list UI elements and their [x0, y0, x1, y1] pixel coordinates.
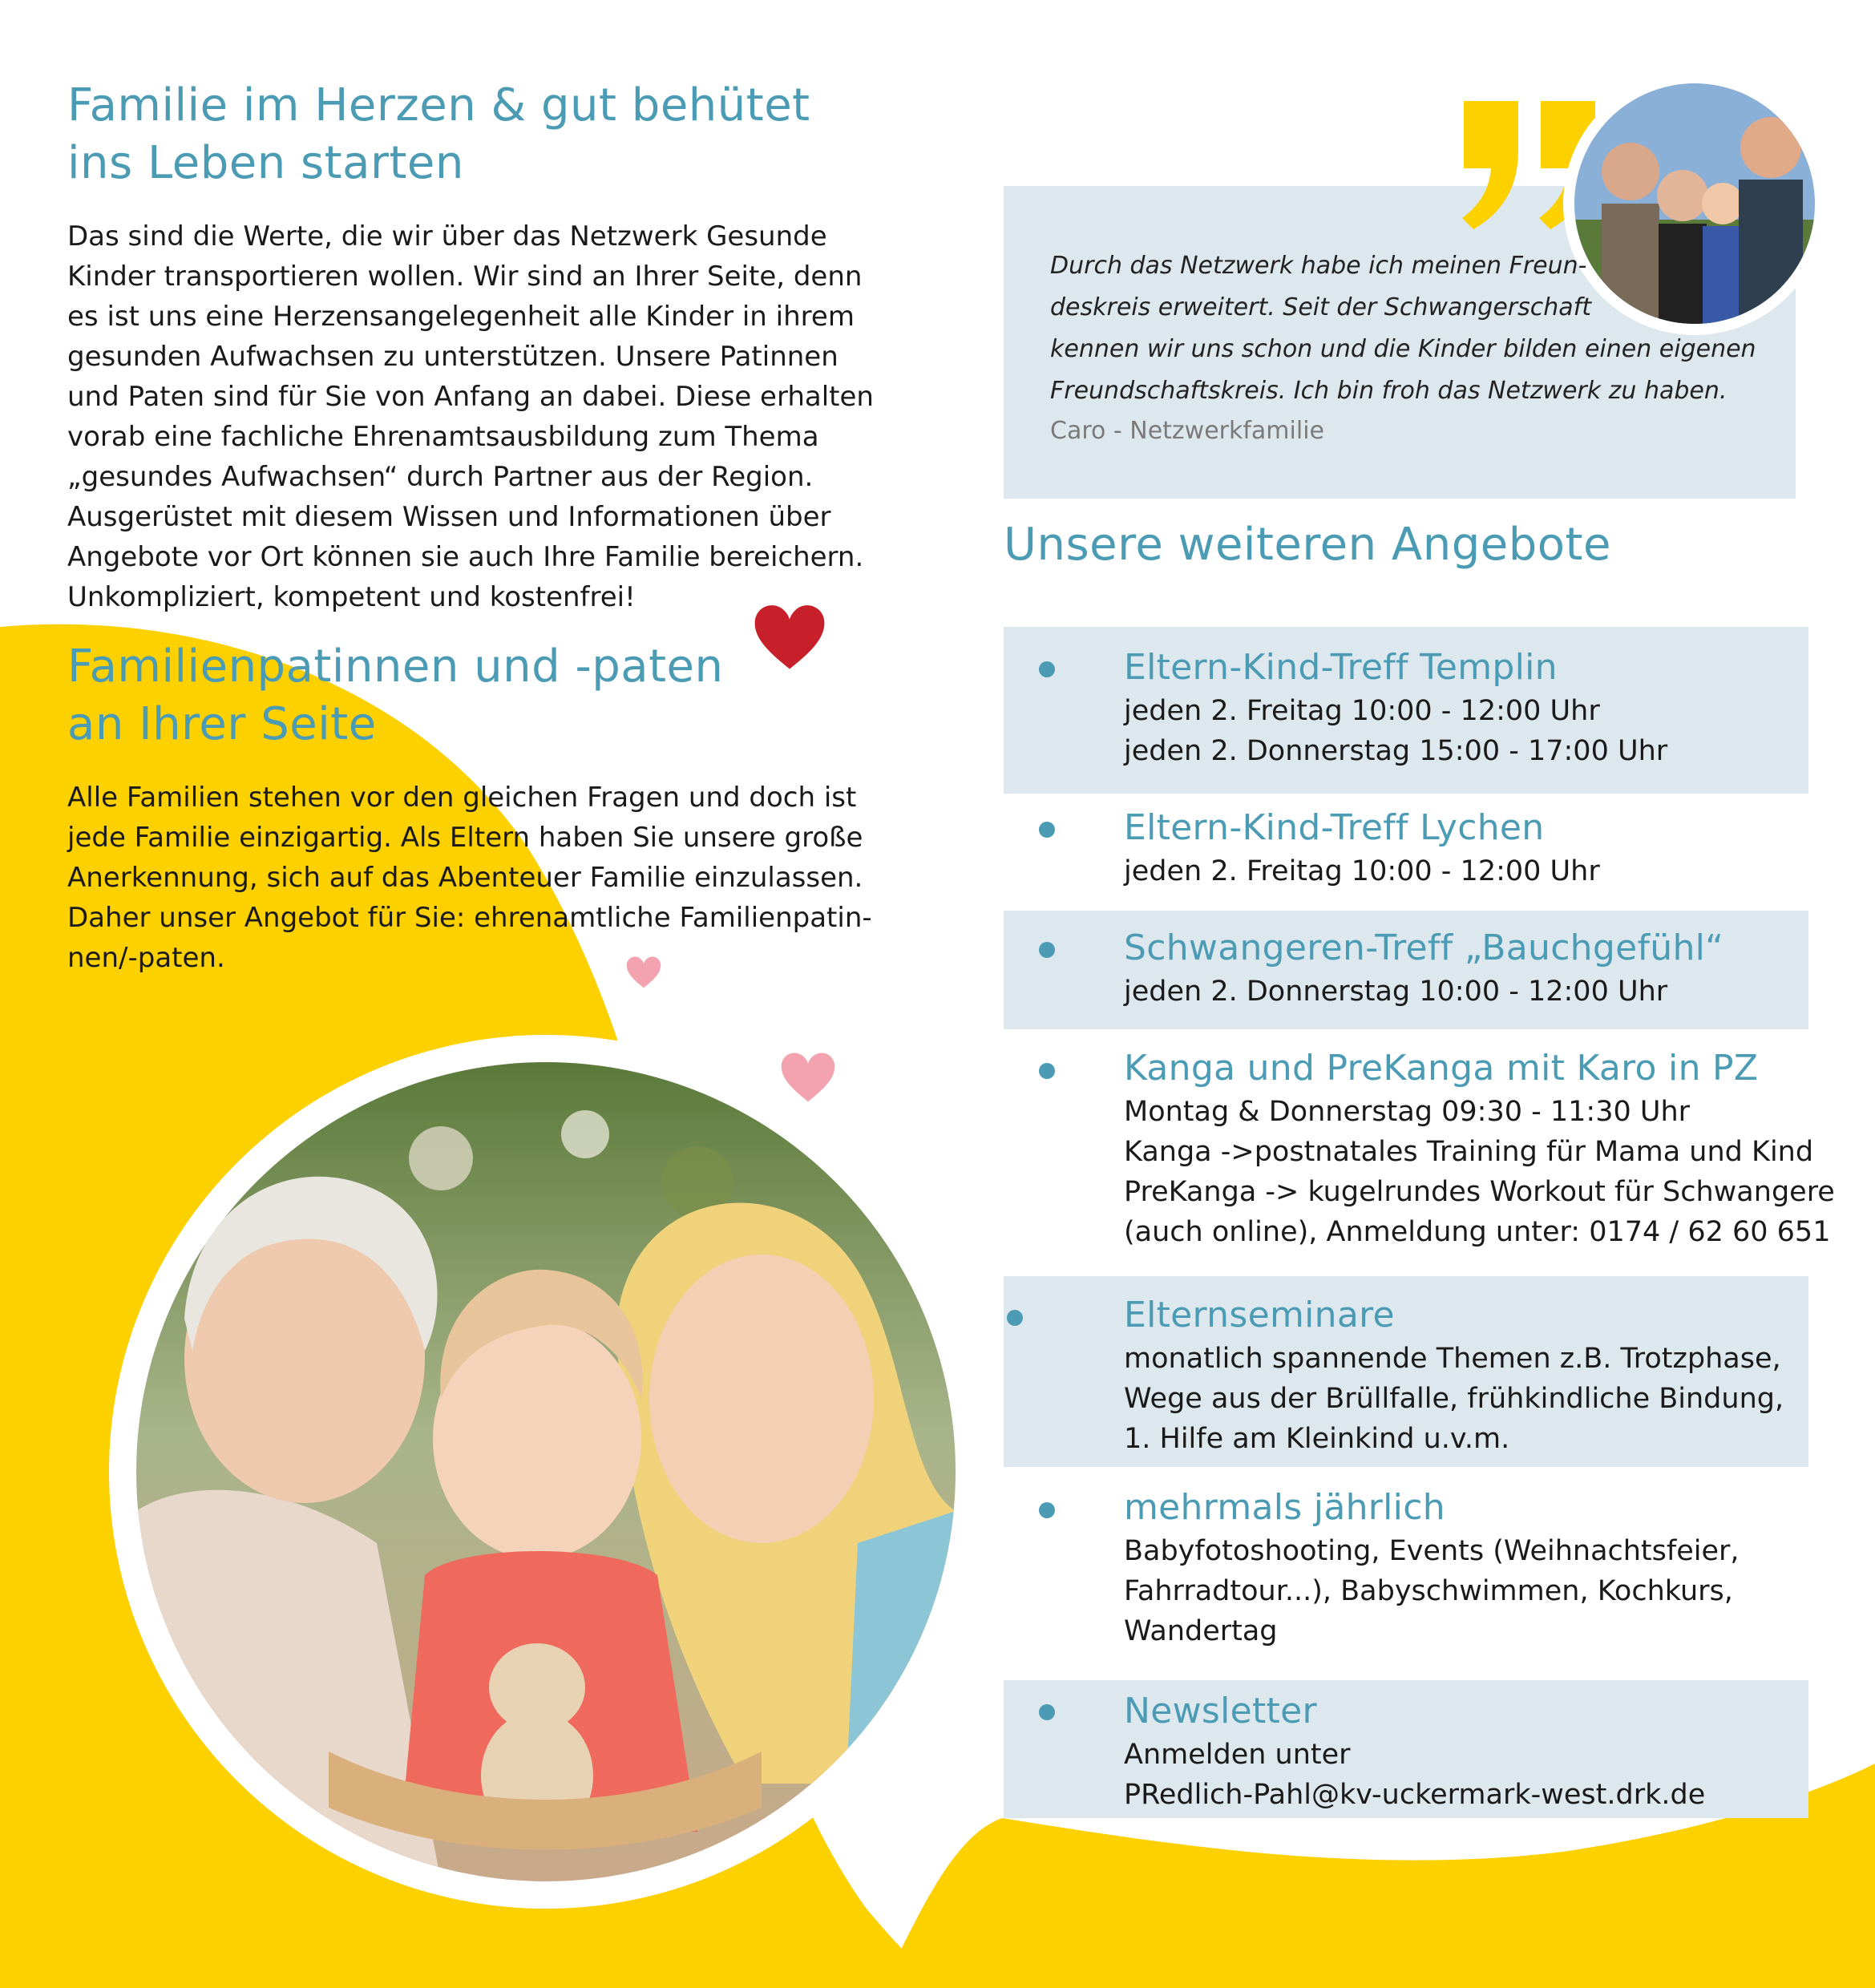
section-sponsors [67, 638, 909, 978]
offer-title: Kanga und PreKanga mit Karo in PZ [1124, 1048, 1759, 1089]
offer-eltern-kind-treff-templin [1004, 627, 1808, 794]
family-photo [136, 1062, 956, 1881]
bullet-icon [1039, 1502, 1055, 1518]
offer-title: Newsletter [1124, 1691, 1317, 1731]
title-line: Familie im Herzen & gut behütet [67, 79, 810, 131]
offer-line: monatlich spannende Themen z.B. Trotzphase, [1124, 1343, 1781, 1375]
offer-title: Elternseminare [1124, 1295, 1395, 1335]
bullet-icon [1039, 942, 1055, 958]
body-line: jede Familie einzigartig. Als Eltern haben Sie unsere große [67, 822, 863, 854]
bullet-icon [1007, 1310, 1023, 1326]
offer-line: PreKanga -> kugelrundes Workout für Schwangere [1124, 1176, 1835, 1208]
offer-line: Kanga ->postnatales Training für Mama und Kind [1124, 1136, 1814, 1168]
offer-details [1124, 1092, 1835, 1252]
bullet-icon [1039, 1063, 1055, 1079]
offer-details [1124, 1531, 1740, 1651]
offer-line: Babyfotoshooting, Events (Weihnachtsfeier, [1124, 1535, 1740, 1567]
title-line: an Ihrer Seite [67, 698, 377, 750]
offer-line: jeden 2. Donnerstag 15:00 - 17:00 Uhr [1124, 735, 1668, 767]
bullet-icon [1039, 822, 1055, 838]
offer-title: Eltern-Kind-Treff Templin [1124, 647, 1558, 688]
offer-details [1124, 691, 1667, 771]
newsletter-email-link[interactable]: PRedlich-Pahl@kv-uckermark-west.drk.de [1124, 1779, 1706, 1811]
offer-schwangeren-treff [1004, 911, 1808, 1029]
offer-kanga [1004, 1029, 1835, 1276]
offers-heading: Unsere weiteren Angebote [1004, 519, 1611, 571]
offer-newsletter [1004, 1680, 1808, 1818]
offer-elternseminare [1004, 1276, 1808, 1467]
offer-line: Wege aus der Brüllfalle, frühkindliche Bindung, [1124, 1383, 1784, 1415]
title-line: Familienpatinnen und -paten [67, 640, 724, 693]
offer-line: Fahrradtour...), Babyschwimmen, Kochkurs, [1124, 1575, 1733, 1607]
offer-details [1124, 851, 1600, 891]
testimonial-author: Caro - Netzwerkfamilie [1050, 417, 1324, 445]
body-line: Das sind die Werte, die wir über das Netzwerk Gesunde [67, 220, 827, 253]
body-line: Unkompliziert, kompetent und kostenfrei! [67, 581, 636, 613]
offer-line: Wandertag [1124, 1615, 1278, 1647]
body-line: vorab eine fachliche Ehrenamtsausbildung zum Thema [67, 421, 819, 453]
body-line: Ausgerüstet mit diesem Wissen und Informationen über [67, 501, 831, 533]
bullet-icon [1039, 1704, 1055, 1720]
bullet-icon [1039, 661, 1055, 677]
body-line: Daher unser Angebot für Sie: ehrenamtliche Familienpatin- [67, 902, 872, 934]
offer-eltern-kind-treff-lychen [1004, 794, 1808, 911]
offer-title: Eltern-Kind-Treff Lychen [1124, 807, 1545, 848]
offer-line: Anmelden unter [1124, 1739, 1351, 1771]
body-line: Alle Familien stehen vor den gleichen Fragen und doch ist [67, 782, 857, 814]
offer-details [1124, 972, 1667, 1012]
body-line: es ist uns eine Herzensangelegenheit alle Kinder in ihrem [67, 301, 855, 333]
quote-line: kennen wir uns schon und die Kinder bilden einen eigenen [1050, 335, 1756, 363]
title-line: ins Leben starten [67, 137, 464, 189]
section-values-body [67, 216, 909, 617]
offer-title: mehrmals jährlich [1124, 1487, 1445, 1528]
body-line: Angebote vor Ort können sie auch Ihre Familie bereichern. [67, 541, 864, 573]
quote-line: Durch das Netzwerk habe ich meinen Freun- [1050, 252, 1587, 280]
body-line: „gesundes Aufwachsen“ durch Partner aus der Region. [67, 461, 814, 493]
offer-title: Schwangeren-Treff „Bauchgefühl“ [1124, 927, 1724, 968]
section-sponsors-body [67, 778, 909, 978]
quote-line: deskreis erweitert. Seit der Schwangerschaft [1050, 293, 1591, 321]
testimonial-quote [1050, 245, 1756, 412]
offer-line: 1. Hilfe am Kleinkind u.v.m. [1124, 1423, 1510, 1455]
offer-line: jeden 2. Donnerstag 10:00 - 12:00 Uhr [1124, 976, 1668, 1008]
body-line: Anerkennung, sich auf das Abenteuer Familie einzulassen. [67, 862, 863, 894]
offer-line: jeden 2. Freitag 10:00 - 12:00 Uhr [1124, 855, 1600, 887]
quote-line: Freundschaftskreis. Ich bin froh das Netzwerk zu haben. [1050, 377, 1728, 405]
body-line: gesunden Aufwachsen zu unterstützen. Unsere Patinnen [67, 341, 838, 373]
section-values [67, 77, 909, 617]
section-values-title [67, 77, 909, 192]
heart-pink-small-icon [625, 952, 662, 992]
body-line: und Paten sind für Sie von Anfang an dabei. Diese erhalten [67, 381, 874, 413]
body-line: nen/-paten. [67, 942, 225, 974]
offer-line: (auch online), Anmeldung unter: 0174 / 62 60 651 [1124, 1216, 1831, 1248]
offer-mehrmals-jaehrlich [1004, 1467, 1808, 1680]
offer-details [1124, 1339, 1784, 1459]
section-sponsors-title [67, 638, 909, 754]
body-line: Kinder transportieren wollen. Wir sind an Ihrer Seite, denn [67, 261, 863, 293]
offer-line: jeden 2. Freitag 10:00 - 12:00 Uhr [1124, 695, 1600, 727]
offer-line: Montag & Donnerstag 09:30 - 11:30 Uhr [1124, 1096, 1691, 1128]
offer-details [1124, 1735, 1705, 1815]
family-photo-illustration [136, 1062, 956, 1881]
heart-pink-icon [779, 1047, 837, 1108]
